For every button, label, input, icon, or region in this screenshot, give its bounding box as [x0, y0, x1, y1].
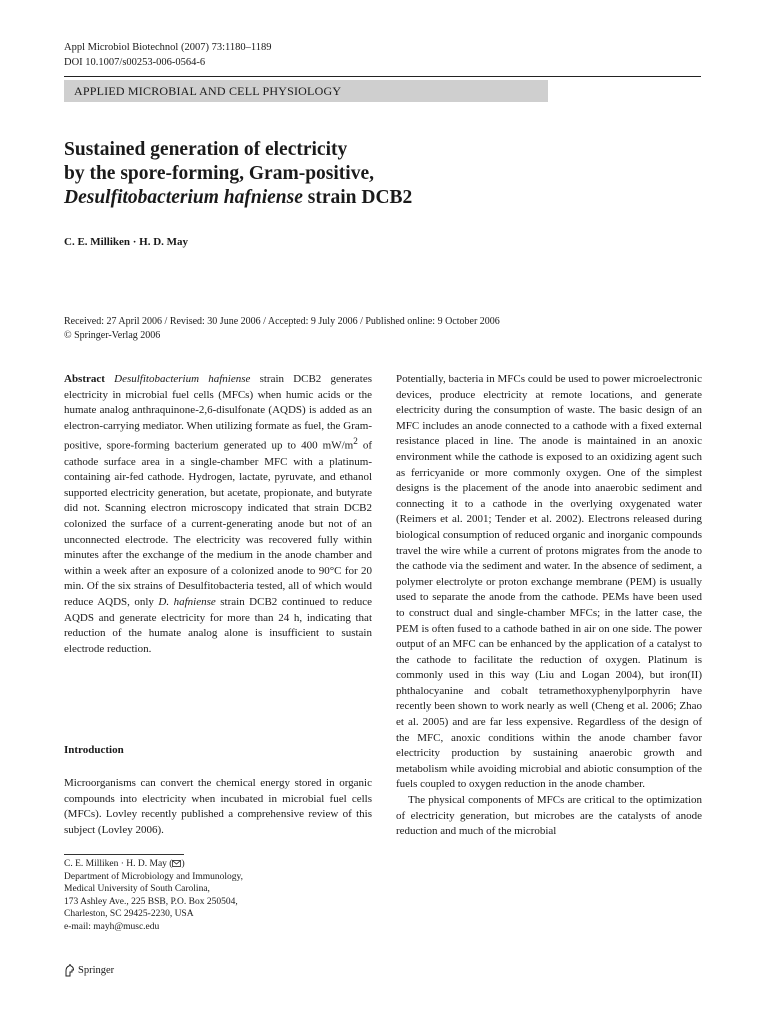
footnote-address-1: 173 Ashley Ave., 225 BSB, P.O. Box 250504,: [64, 896, 238, 907]
publisher-logo: [64, 964, 114, 977]
journal-line: Appl Microbiol Biotechnol (2007) 73:1180–1189: [64, 42, 272, 53]
abstract-species: Desulfitobacterium hafniense: [114, 373, 251, 385]
title-strain: strain DCB2: [302, 187, 413, 208]
right-column: [396, 372, 702, 840]
authors: C. E. Milliken · H. D. May: [64, 236, 189, 248]
citation-link[interactable]: 2006: [651, 700, 674, 713]
abstract-text-3: strain DCB2 continued to reduce AQDS and generate electricity for more than 24 h, indicating that reduction of the humate analog alone is insufficient to sustain electrode reduction.: [64, 595, 372, 655]
footnote-rule: [64, 854, 184, 855]
date-history: Received: 27 April 2006 / Revised: 30 June 2006 / Accepted: 9 July 2006 / Published online: 9 October 2006: [64, 316, 500, 327]
footnote-names: C. E. Milliken · H. D. May ( ): [64, 859, 185, 869]
abstract-label: Abstract: [64, 373, 105, 385]
title-line-1: Sustained generation of electricity: [64, 139, 348, 160]
abstract: [64, 372, 372, 657]
springer-horse-icon: [64, 964, 75, 977]
introduction-heading: Introduction: [64, 744, 124, 756]
citation-link[interactable]: 2005: [422, 716, 445, 729]
header-rule: [64, 76, 701, 77]
footnote-address-2: Charleston, SC 29425-2230, USA: [64, 909, 194, 919]
footnote-univ: Medical University of South Carolina,: [64, 884, 210, 894]
doi: DOI 10.1007/s00253-006-0564-6: [64, 57, 206, 68]
title-line-3: [64, 186, 664, 210]
abstract-text-2: of cathode surface area in a single-chamber MFC with a platinum-containing air-fed cathode. Hydrogen, lactate, pyruvate, and ethanol supported electricity generation, but acetate, propionate, and butyrate did not. Scanning electron microscopy indicated that strain DCB2 colonized the surface of a current-generating anode but not of an unconnected electrode. The electricity was recovered fully within minutes after the exchange of the medium in the anode chamber and within a week after an exposure of a colonized anode to 90°C for 20 min. Of the six strains of Desulfitobacteria tested, all of which would reduce AQDS, only: [64, 440, 372, 608]
citation-link[interactable]: 2002: [555, 513, 578, 526]
title-line-2: by the spore-forming, Gram-positive,: [64, 163, 374, 184]
abstract-species-2: D. hafniense: [158, 595, 216, 608]
paragraph-2: The physical components of MFCs are critical to the optimization of electricity generation, but microbes are the catalysts of anode reduction and much of the microbial: [396, 794, 702, 838]
journal-reference: [64, 40, 271, 70]
publisher-name: Springer: [78, 965, 115, 976]
footnote-dept: Department of Microbiology and Immunology,: [64, 871, 244, 882]
intro-body-end: ).: [157, 823, 164, 836]
publication-dates: [64, 315, 500, 343]
title-species: Desulfitobacterium hafniense: [64, 187, 303, 208]
intro-body: Microorganisms can convert the chemical energy stored in organic compounds into electricity when incubated in microbial fuel cells (MFCs). Lovley recently published a comprehensive review of this subject (Lovley: [64, 777, 372, 836]
section-label: APPLIED MICROBIAL AND CELL PHYSIOLOGY: [64, 80, 548, 102]
author-footnote: [64, 858, 243, 933]
copyright: © Springer-Verlag 2006: [64, 330, 161, 341]
citation-link[interactable]: 2004: [615, 669, 638, 682]
footnote-email[interactable]: e-mail: mayh@musc.edu: [64, 921, 160, 932]
introduction-text: [64, 776, 372, 838]
abstract-superscript: 2: [353, 436, 358, 447]
article-title: [64, 138, 664, 210]
citation-link[interactable]: 2006: [135, 823, 158, 836]
citation-link[interactable]: 2001: [466, 513, 489, 526]
paragraph-1: Potentially, bacteria in MFCs could be used to power microelectronic devices, produce electricity at remote locations, and generate electricity during the consumption of waste. The basic design of an MFC includes an anode connected to a cathode with a fixed external resistance placed in line. The anode is maintained in an anoxic environment while the cathode is exposed to an oxidizing agent such as ferricyanide or more commonly oxygen. One of the simplest designs is the placement of the anode into anaerobic sediment and connecting it to a cathode in the overlying oxygenated water (Reimers et al. 2001; Tender et al. 2002). Electrons released during biological consumption of reduced organic and inorganic compounds travel the wire while a current of protons migrates from the anode to the cathode via the sediment and water. In the absence of sediment, a polymer electrolyte or proton exchange membrane (PEM) is usually used to separate the anode from the cathode. PEMs have been used to construct dual and single-chamber MFCs; in the latter case, the PEM is often fused to a cathode bathed in air on one side. The power output of an MFC can be enhanced by the application of a catalyst to the cathode to facilitate the reduction of oxygen. Platinum is commonly used in this way (Liu and Logan 2004), but iron(II) phthalocyanine and cobalt tetramethoxyphenylporphyrin have recently been shown to work nearly as well (Cheng et al. 2006; Zhao et al. 2005) and are far less expensive. Regardless of the design of the MFC, anoxic conditions within the anode chamber favor electricity production by sustaining anaerobic growth and metabolism while avoiding microbial and abiotic consumption of the fuels coupled to oxygen reduction in the anode chamber.: [396, 373, 703, 791]
abstract-text-1: strain DCB2 generates electricity in microbial fuel cells (MFCs) when humic acids or the humate analog anthraquinone-2,6-disulfonate (AQDS) is added as an electron-carrying mediator. When utilizing formate as fuel, the Gram-positive, spore-forming bacterium generated up to 400 mW/m: [64, 373, 373, 453]
